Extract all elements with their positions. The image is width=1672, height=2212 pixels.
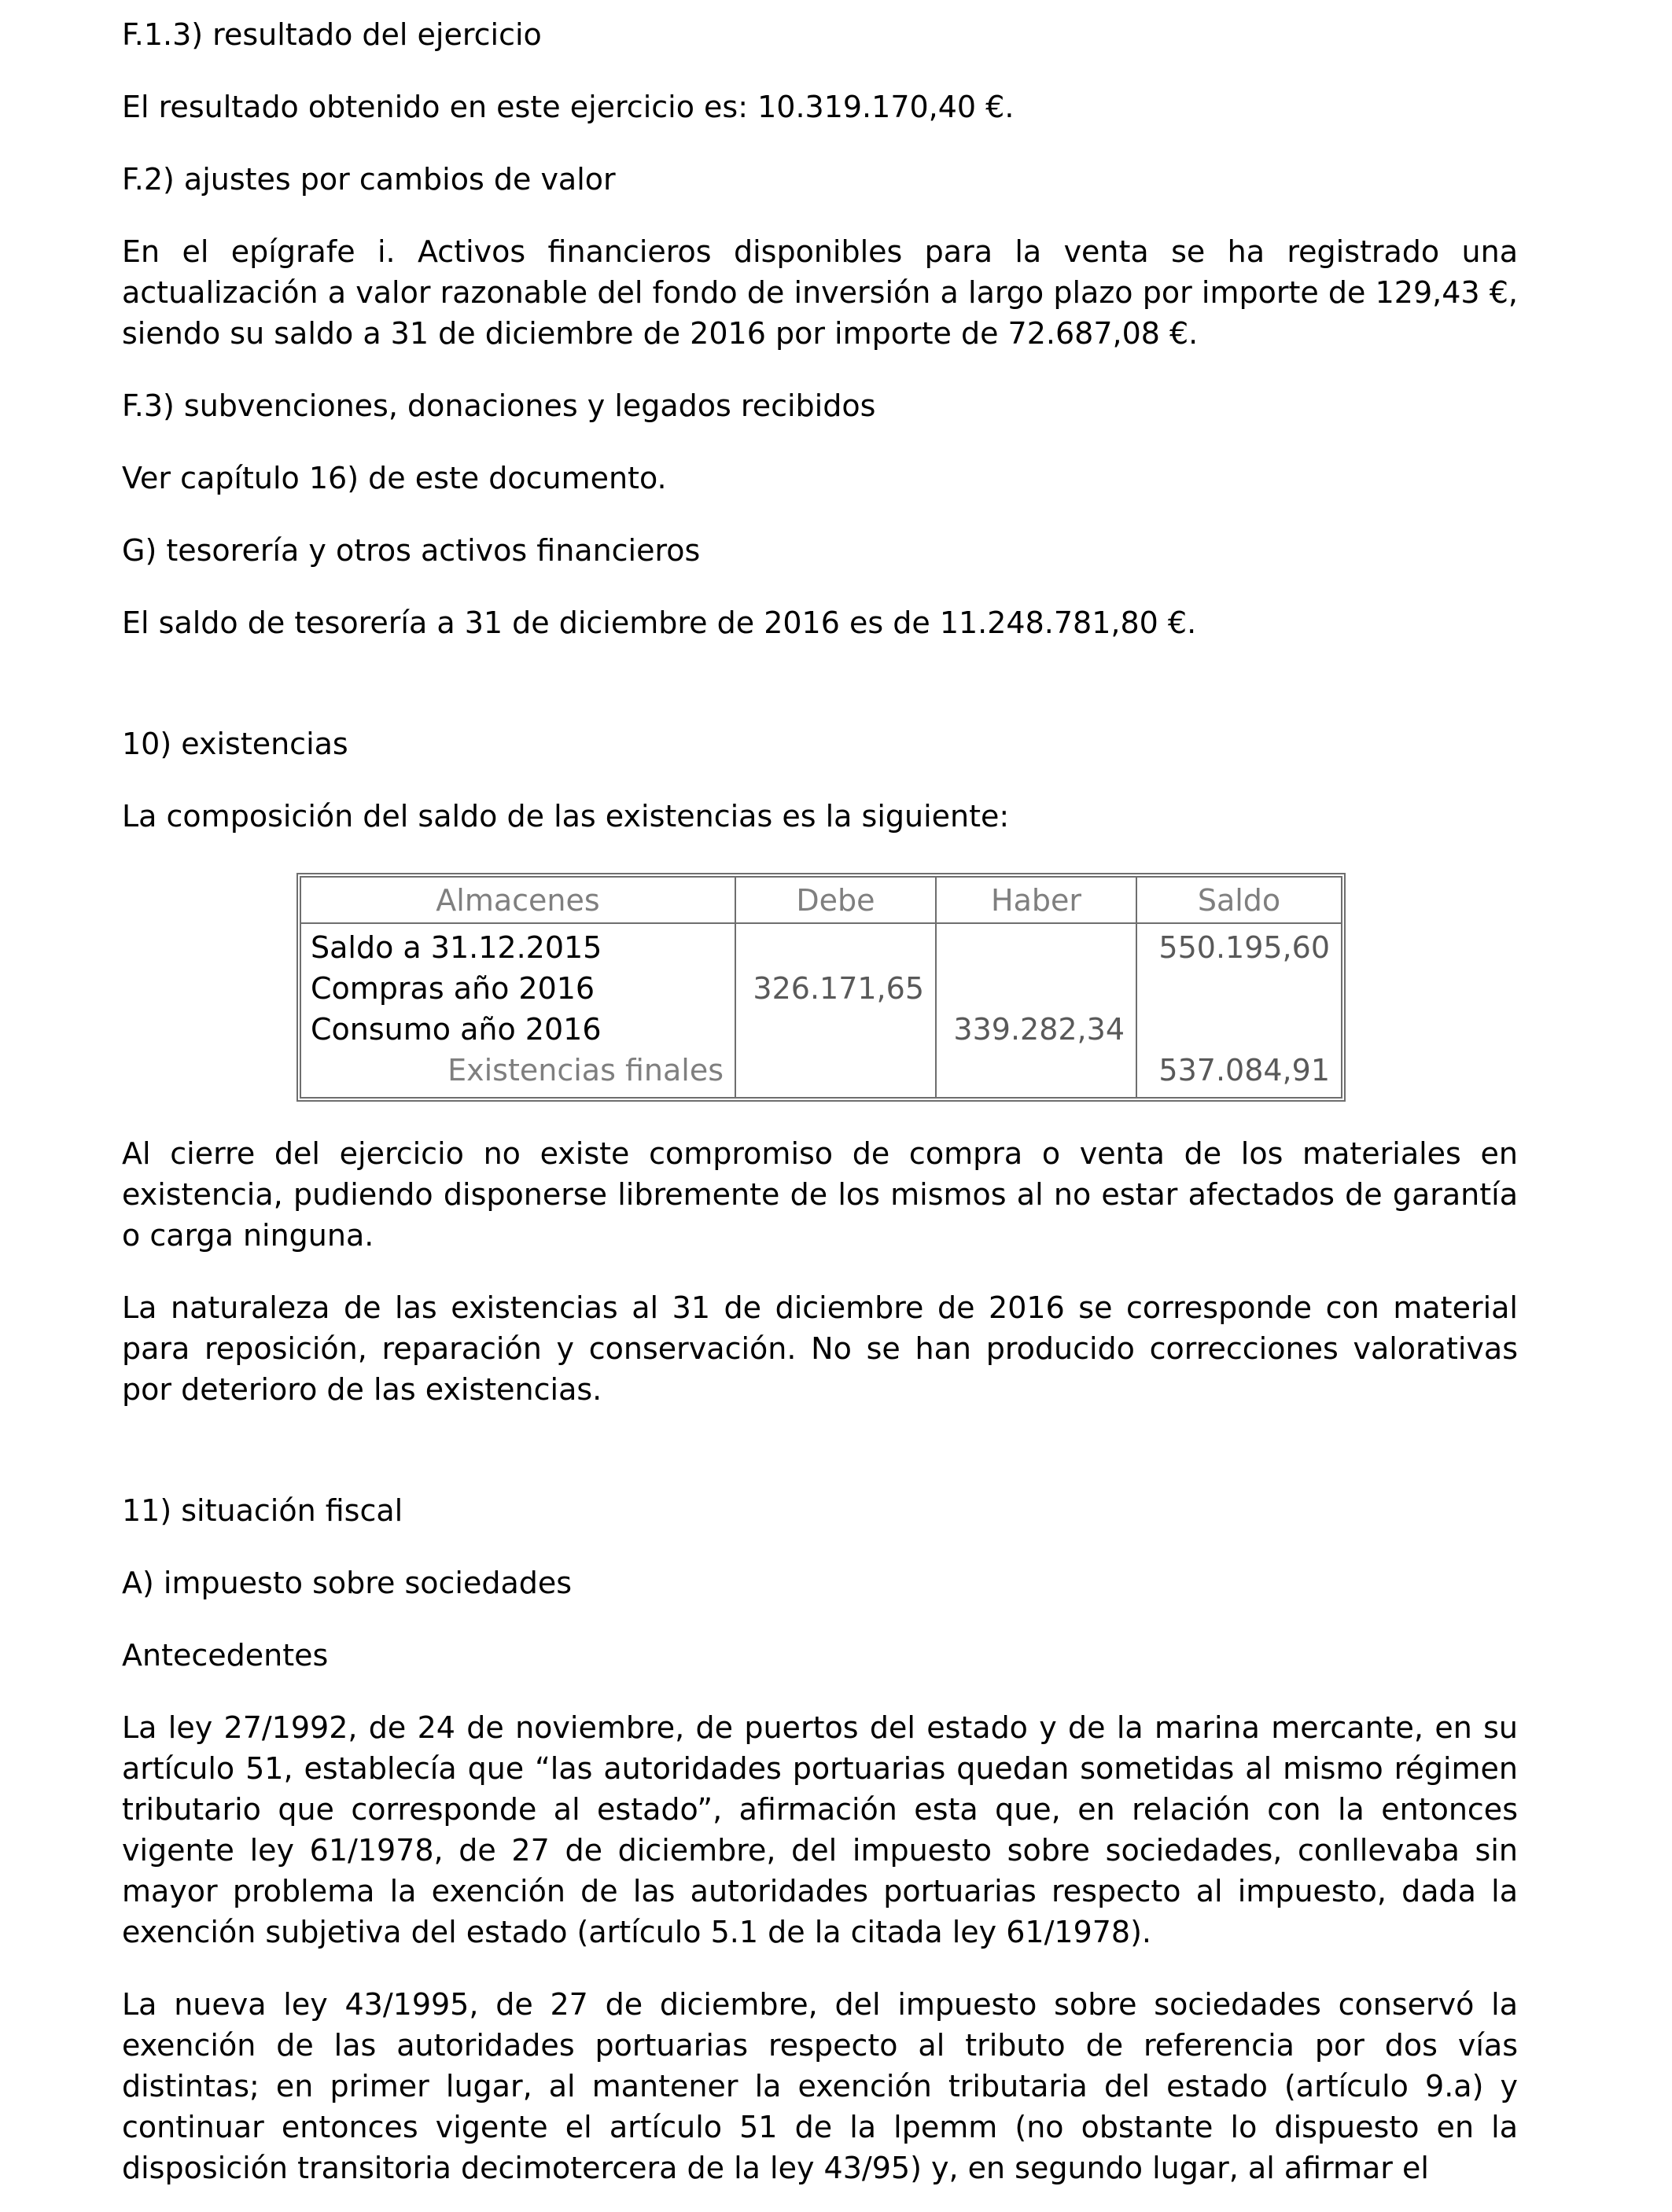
cell-haber <box>936 923 1136 968</box>
cell-debe: 326.171,65 <box>735 968 936 1009</box>
cell-saldo: 550.195,60 <box>1136 923 1341 968</box>
para-naturaleza: La naturaleza de las existencias al 31 de diciembre de 2016 se corresponde con material para reposición, reparación y conservación. No se han producido correcciones valorativas por deterioro de las existencias. <box>122 1290 1518 1407</box>
para-ajustes-valor: En el epígrafe i. Activos financieros disponibles para la venta se ha registrado una actualización a valor razonable del fondo de inversión a largo plazo por importe de 129,43 €, siendo su saldo a 31 de diciembre de 2016 por importe de 72.687,08 €. <box>122 234 1518 351</box>
inventory-table <box>301 878 1341 1097</box>
table-row <box>301 968 1341 1009</box>
section-heading-f3: F.3) subvenciones, donaciones y legados recibidos <box>122 388 876 423</box>
col-header-haber: Haber <box>936 878 1136 923</box>
para-ley-27-1992: La ley 27/1992, de 24 de noviembre, de puertos del estado y de la marina mercante, en su artículo 51, establecía que “las autoridades portuarias quedan sometidas al mismo régimen tributario que corresponde al estado”, afirmación esta que, en relación con la entonces vigente ley 61/1978, de 27 de diciembre, del impuesto sobre sociedades, conllevaba sin mayor problema la exención de las autoridades portuarias respecto al impuesto, dada la exención subjetiva del estado (artículo 5.1 de la citada ley 61/1978). <box>122 1710 1518 1949</box>
table-row <box>301 1009 1341 1050</box>
cell-concept: Compras año 2016 <box>311 971 595 1006</box>
col-header-saldo: Saldo <box>1136 878 1341 923</box>
para-antecedentes: Antecedentes <box>122 1638 329 1673</box>
cell-concept: Consumo año 2016 <box>311 1012 602 1047</box>
section-heading-f2: F.2) ajustes por cambios de valor <box>122 162 616 197</box>
cell-haber <box>936 968 1136 1009</box>
cell-haber: 339.282,34 <box>936 1009 1136 1050</box>
col-header-almacenes: Almacenes <box>301 878 735 923</box>
section-heading-g: G) tesorería y otros activos financieros <box>122 533 701 568</box>
cell-haber <box>936 1050 1136 1097</box>
table-header-row <box>301 878 1341 923</box>
cell-concept: Saldo a 31.12.2015 <box>311 930 602 965</box>
col-header-debe: Debe <box>735 878 936 923</box>
para-resultado-importe: El resultado obtenido en este ejercicio es: 10.319.170,40 €. <box>122 90 1015 124</box>
cell-saldo <box>1136 968 1341 1009</box>
cell-debe <box>735 1009 936 1050</box>
para-composicion-saldo: La composición del saldo de las existencias es la siguiente: <box>122 799 1010 834</box>
para-ver-capitulo: Ver capítulo 16) de este documento. <box>122 461 667 495</box>
section-heading-10-existencias: 10) existencias <box>122 727 348 761</box>
cell-debe <box>735 1050 936 1097</box>
section-heading-11-situacion-fiscal: 11) situación fiscal <box>122 1493 403 1528</box>
inventory-table-wrapper <box>296 873 1346 1102</box>
cell-debe <box>735 923 936 968</box>
para-al-cierre: Al cierre del ejercicio no existe compromiso de compra o venta de los materiales en existencia, pudiendo disponerse libremente de los mismos al no estar afectados de garantía o carga ninguna. <box>122 1136 1518 1253</box>
cell-saldo <box>1136 1009 1341 1050</box>
section-heading-a-impuesto: A) impuesto sobre sociedades <box>122 1566 573 1600</box>
section-heading-f13: F.1.3) resultado del ejercicio <box>122 17 542 52</box>
para-ley-43-1995: La nueva ley 43/1995, de 27 de diciembre, del impuesto sobre sociedades conservó la exención de las autoridades portuarias respecto al tributo de referencia por dos vías distintas; en primer lugar, al mantener la exención tributaria del estado (artículo 9.a) y continuar entonces vigente el artículo 51 de la lpemm (no obstante lo dispuesto en la disposición transitoria decimotercera de la ley 43/95) y, en segundo lugar, al afirmar el <box>122 1987 1518 2185</box>
table-row <box>301 923 1341 968</box>
cell-concept: Existencias finales <box>447 1053 724 1088</box>
table-row-existencias-finales <box>301 1050 1341 1097</box>
cell-saldo: 537.084,91 <box>1136 1050 1341 1097</box>
para-saldo-tesoreria: El saldo de tesorería a 31 de diciembre de 2016 es de 11.248.781,80 €. <box>122 605 1197 640</box>
